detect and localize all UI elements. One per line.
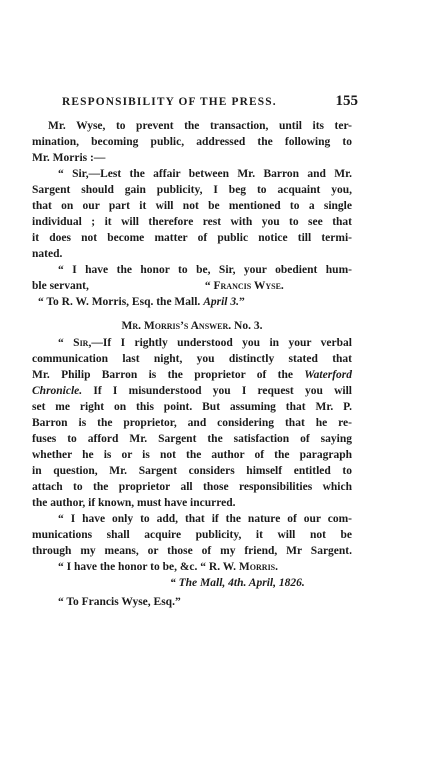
letter-line: “ Sir,—Lest the affair between Mr. Barron and Mr. — [58, 168, 352, 180]
newspaper-title: Chronicle. — [32, 385, 83, 397]
answer-closing-line — [32, 559, 352, 575]
intro-line: Mr. Morris :— — [32, 152, 106, 164]
letter-closing: “ I have the honor to be, Sir, your obedient hum- — [58, 264, 352, 276]
answer-line: the author, if known, must have incurred. — [32, 497, 236, 509]
signature-morris: “ R. W. Morris. — [200, 561, 279, 573]
answer-line-text: If I misunderstood you I request you will — [82, 385, 352, 397]
newspaper-title: Waterford — [304, 369, 352, 381]
page-number: 155 — [335, 93, 358, 109]
intro-line: Mr. Wyse, to prevent the transaction, until its ter- — [48, 120, 352, 132]
letter-line: nated. — [32, 248, 63, 260]
answer-para2-line: munications shall acquire publicity, it will not be — [32, 529, 352, 541]
answer-para2-line: through my means, or those of my friend, Mr Sargent. — [32, 545, 352, 557]
page-body — [32, 118, 352, 610]
letter-closing-signature-line — [32, 278, 352, 294]
address-close: ” — [238, 296, 245, 308]
answer-para2-line: “ I have only to add, that if the nature of our com- — [58, 513, 352, 525]
answer-line: attach to the proprietor all those responsibilities which — [32, 481, 352, 493]
answer-line: communication last night, you distinctly stated that — [32, 353, 352, 365]
page-header — [62, 93, 358, 110]
letter-line: Sargent should gain publicity, I beg to acquaint you, — [32, 184, 352, 196]
signature-wyse: “ Francis Wyse. — [204, 280, 284, 292]
answer-heading — [32, 318, 352, 334]
letter-line: it does not become matter of public notice till termi- — [32, 232, 352, 244]
answer-line — [32, 383, 352, 399]
answer-line — [32, 335, 352, 351]
answer-salutation: “ Sir, — [58, 337, 92, 349]
running-title: RESPONSIBILITY OF THE PRESS. — [62, 96, 277, 108]
intro-line: mination, becoming public, addressed the following to — [32, 136, 352, 148]
answer-line: whether he is or is not the author of the paragraph — [32, 449, 352, 461]
answer-address: “ To Francis Wyse, Esq.” — [58, 596, 181, 608]
answer-closing: “ I have the honor to be, &c. — [58, 561, 198, 573]
answer-line: set me right on this point. But assuming that Mr. P. — [32, 401, 352, 413]
letter-address — [32, 294, 352, 310]
letter-closing-end: ble servant, — [32, 280, 89, 292]
answer-line-text: —If I rightly understood you in your verbal — [91, 337, 352, 349]
answer-heading-title: Mr. Morris’s Answer. — [121, 320, 232, 332]
answer-line: fuses to afford Mr. Sargent the satisfaction of saying — [32, 433, 352, 445]
letter-line: individual ; it will therefore rest with you to see that — [32, 216, 352, 228]
answer-line: Barron is the proprietor, and considering that he re- — [32, 417, 352, 429]
answer-line-text: Mr. Philip Barron is the proprietor of the — [32, 369, 293, 381]
answer-date: “ The Mall, 4th. April, 1826. — [170, 577, 305, 589]
address-date: April 3. — [203, 296, 239, 308]
answer-line — [32, 367, 352, 383]
answer-heading-number: No. 3. — [234, 320, 263, 332]
answer-line: in question, Mr. Sargent considers himself entitled to — [32, 465, 352, 477]
address-text: “ To R. W. Morris, Esq. the Mall. — [38, 296, 201, 308]
letter-line: that on our part it will not be mentioned to a single — [32, 200, 352, 212]
